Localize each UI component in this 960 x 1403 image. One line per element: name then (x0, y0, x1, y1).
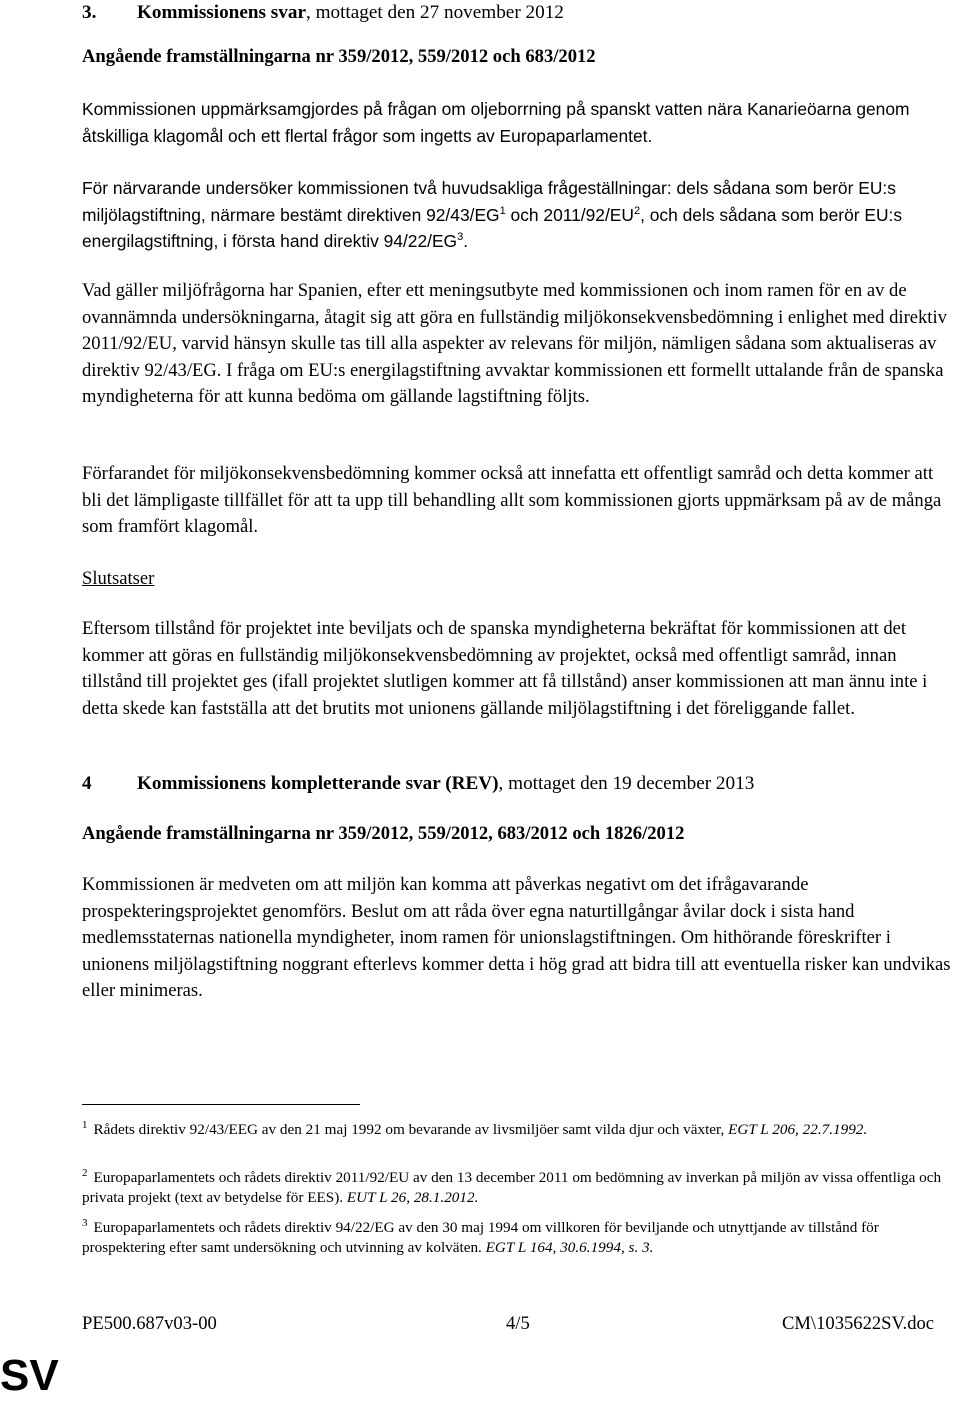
section-3-subheading: Angående framställningarna nr 359/2012, 559/2012 och 683/2012 (82, 46, 596, 67)
footnote-3-number: 3 (82, 1216, 88, 1229)
footnote-3 (82, 1218, 956, 1258)
footnote-2-number: 2 (82, 1166, 88, 1179)
footnote-1 (82, 1120, 956, 1140)
section-3-paragraph-1: Kommissionen uppmärksamgjordes på frågan om oljeborrning på spanskt vatten nära Kanarieöarna genom åtskilliga klagomål och ett flertal frågor som ingetts av Europaparlamentet. (82, 99, 910, 146)
footnote-3-text: Europaparlamentets och rådets direktiv 94/22/EG av den 30 maj 1994 om villkoren för beviljande och utnyttjande av tillstånd för prospektering efter samt undersökning och utvinning av kolväten. (82, 1219, 879, 1256)
p2-text-b: och 2011/92/EU (505, 204, 634, 225)
p2-text-c: , och dels sådana som berör EU:s energilagstiftning, i första hand direktiv 94/22/EG (82, 204, 903, 251)
footnote-1-ref: EGT L 206, 22.7.1992. (728, 1121, 868, 1138)
section-3-date: , mottaget den 27 november 2012 (305, 2, 564, 23)
footer-doc-ref: PE500.687v03-00 (82, 1313, 217, 1334)
section-4-number: 4 (82, 773, 92, 794)
footnote-ref-1: 1 (499, 204, 506, 217)
footnote-separator (82, 1104, 360, 1105)
footnote-1-number: 1 (82, 1118, 88, 1131)
section-3-paragraph-3: Vad gäller miljöfrågorna har Spanien, efter ett meningsutbyte med kommissionen och inom ramen för en av de ovannämnda undersökningarna, åtagit sig att göra en fullständig miljökonsekvensbedömning i enlighet med direktiv 2011/92/EU, varvid hänsyn skulle tas till alla aspekter av relevans för miljön, nämligen sådana som aktualiseras av direktiv 92/43/EG. I fråga om EU:s energilagstiftning avvaktar kommissionen ett formellt uttalande från de spanska myndigheterna för att kunna bedöma om gällande lagstiftning följts. (82, 280, 947, 407)
footnote-2 (82, 1168, 956, 1208)
footnote-2-ref: EUT L 26, 28.1.2012. (346, 1189, 479, 1206)
language-code: SV (0, 1351, 59, 1400)
section-4-date: , mottaget den 19 december 2013 (498, 773, 755, 794)
footnote-3-ref: EGT L 164, 30.6.1994, s. 3. (485, 1239, 654, 1256)
section-3-paragraph-2 (82, 175, 956, 255)
conclusions-paragraph: Eftersom tillstånd för projektet inte beviljats och de spanska myndigheterna bekräftat för kommissionen att det kommer att göras en fullständig miljökonsekvensbedömning av projektet, också med offentligt samråd, innan tillstånd till projektet ges (ifall projektet slutligen kommer att få tillstånd) anser kommissionen att man ännu inte i detta skede kan fastställa att det brutits mot unionens gällande miljölagstiftning i det föreliggande fallet. (82, 618, 928, 719)
section-3-number: 3. (82, 2, 97, 23)
footnote-1-text: Rådets direktiv 92/43/EEG av den 21 maj 1992 om bevarande av livsmiljöer samt vilda djur och växter, (93, 1121, 729, 1138)
conclusions-heading: Slutsatser (82, 568, 155, 589)
section-4-heading (82, 771, 956, 798)
section-4-paragraph-1: Kommissionen är medveten om att miljön kan komma att påverkas negativt om det ifrågavarande prospekteringsprojektet genomförs. Beslut om att råda över egna naturtillgångar åvilar dock i sista hand medlemsstaternas nationella myndigheter, inom ramen för unionslagstiftningen. Om hithörande föreskrifter i unionens miljölagstiftning noggrant efterlevs kommer detta i hög grad att bidra till att eventuella risker kan undvikas eller minimeras. (82, 874, 951, 1001)
section-3-paragraph-4: Förfarandet för miljökonsekvensbedömning kommer också att innefatta ett offentligt samråd och detta kommer att bli det lämpligaste tillfället för att ta upp till behandling allt som kommissionen gjorts uppmärksam på av de många som framfört klagomål. (82, 463, 942, 537)
footnote-2-text: Europaparlamentets och rådets direktiv 2011/92/EU av den 13 december 2011 om bedömning av inverkan på miljön av vissa offentliga och privata projekt (text av betydelse för EES). (82, 1169, 942, 1206)
section-4-title: Kommissionens kompletterande svar (REV) (137, 773, 499, 794)
p2-text-a: För närvarande undersöker kommissionen två huvudsakliga frågeställningar: dels sådana som berör EU:s miljölagstiftning, närmare bestämt direktiven 92/43/EG (82, 178, 896, 225)
section-4-subheading: Angående framställningarna nr 359/2012, 559/2012, 683/2012 och 1826/2012 (82, 823, 685, 844)
footnote-ref-3: 3 (457, 231, 464, 244)
section-3-title: Kommissionens svar (137, 2, 306, 23)
p2-text-d: . (463, 231, 469, 251)
footnote-ref-2: 2 (633, 204, 641, 217)
footer-page-number: 4/5 (506, 1313, 530, 1334)
section-3-heading (82, 0, 956, 27)
footer-file-name: CM\1035622SV.doc (782, 1313, 935, 1334)
